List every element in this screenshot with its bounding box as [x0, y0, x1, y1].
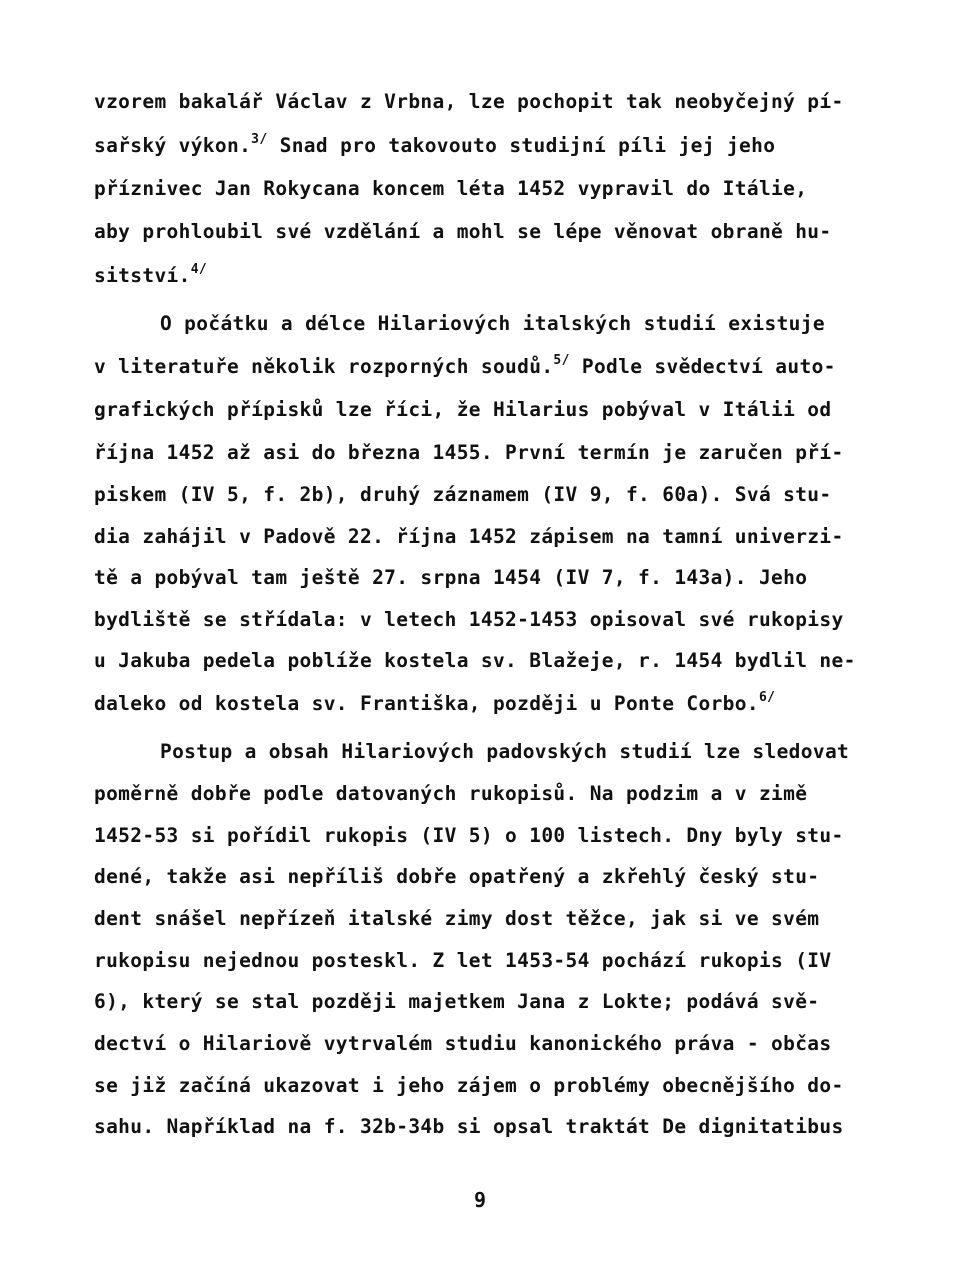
- text-line: října 1452 až asi do března 1455. První termín je zaručen pří-: [94, 441, 844, 464]
- text-line: poměrně dobře podle datovaných rukopisů. Na podzim a v zimě: [94, 782, 808, 805]
- text-line: dia zahájil v Padově 22. října 1452 zápisem na tamní univerzi-: [94, 525, 844, 548]
- text-line: sahu. Například na f. 32b-34b si opsal traktát De dignitatibus: [94, 1115, 844, 1138]
- text-line: rukopisu nejednou posteskl. Z let 1453-54 pochází rukopis (IV: [94, 949, 832, 972]
- text-line: O počátku a délce Hilariových italských studií existuje: [160, 312, 825, 335]
- text-line: vzorem bakalář Václav z Vrbna, lze pochopit tak neobyčejný pí-: [94, 90, 844, 113]
- text-line: tě a pobýval tam ještě 27. srpna 1454 (IV 7, f. 143a). Jeho: [94, 566, 808, 589]
- text-line: sařský výkon.$^{3/}$ Snad pro takovouto studijní píli jej jeho: [94, 132, 776, 157]
- text-line: bydliště se střídala: v letech 1452-1453 opisoval své rukopisy: [94, 608, 844, 631]
- footnote-reference: 5/: [553, 353, 570, 368]
- text-line: piskem (IV 5, f. 2b), druhý záznamem (IV 9, f. 60a). Svá stu-: [94, 483, 832, 506]
- text-line: dené, takže asi nepříliš dobře opatřený a zkřehlý český stu-: [94, 865, 820, 888]
- text-line: se již začíná ukazovat i jeho zájem o problémy obecnějšího do-: [94, 1074, 844, 1097]
- text-line: u Jakuba pedela poblíže kostela sv. Blažeje, r. 1454 bydlil ne-: [94, 649, 856, 672]
- page-number: 9: [473, 1188, 487, 1212]
- footnote-reference: 3/: [251, 132, 268, 147]
- text-line: dectví o Hilariově vytrvalém studiu kanonického práva - občas: [94, 1032, 832, 1055]
- text-line: 6), který se stal později majetkem Jana z Lokte; podává svě-: [94, 990, 820, 1013]
- text-line: v literatuře několik rozporných soudů.$^{5/}$ Podle svědectví auto-: [94, 353, 836, 378]
- footnote-reference: 6/: [758, 690, 776, 705]
- text-line: sitství.$^{4/}$: [94, 262, 208, 287]
- text-line: Postup a obsah Hilariových padovských studií lze sledovat: [160, 740, 850, 763]
- text-line: dent snášel nepřízeň italské zimy dost těžce, jak si ve svém: [94, 907, 820, 930]
- footnote-reference: 4/: [190, 262, 208, 277]
- text-line: příznivec Jan Rokycana koncem léta 1452 vypravil do Itálie,: [94, 177, 808, 200]
- text-line: daleko od kostela sv. Františka, později u Ponte Corbo.$^{6/}$: [94, 690, 776, 715]
- text-line: aby prohloubil své vzdělání a mohl se lépe věnovat obraně hu-: [94, 220, 832, 243]
- text-line: 1452-53 si pořídil rukopis (IV 5) o 100 listech. Dny byly stu-: [94, 824, 844, 847]
- text-line: grafických přípisků lze říci, že Hilarius pobýval v Itálii od: [94, 398, 832, 421]
